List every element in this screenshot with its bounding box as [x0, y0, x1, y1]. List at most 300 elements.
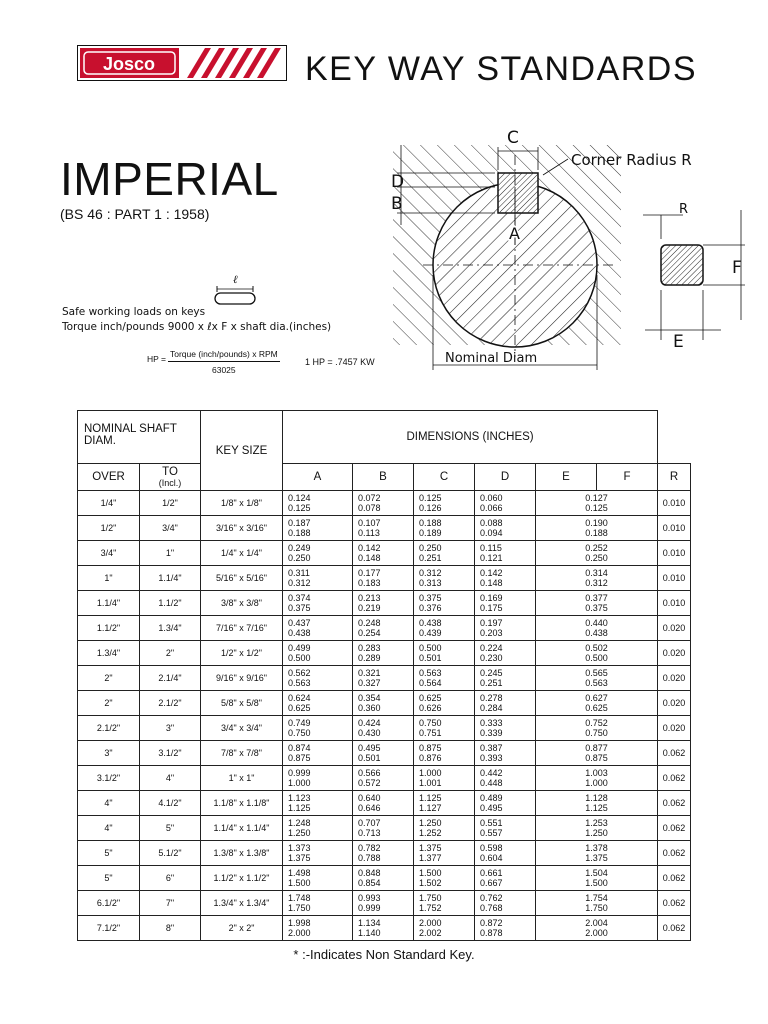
d-cell	[475, 716, 536, 741]
col-a-header: A	[283, 464, 353, 491]
b-cell-value: 0.707	[358, 818, 381, 828]
b-cell-value: 0.321	[358, 668, 381, 678]
e-cell	[536, 891, 658, 916]
e-cell-value: 1.128	[585, 793, 608, 803]
c-cell-value: 0.188	[419, 518, 442, 528]
table-row	[78, 916, 691, 941]
d-cell-value: 0.667	[480, 878, 503, 888]
d-cell	[475, 816, 536, 841]
d-cell-value: 0.278	[480, 693, 503, 703]
b-cell-value: 0.640	[358, 793, 381, 803]
josco-logo	[77, 45, 287, 81]
over-cell: 5"	[78, 866, 140, 891]
key-size-cell: 1/4" x 1/4"	[201, 541, 283, 566]
d-cell-value: 0.495	[480, 803, 503, 813]
over-cell: 4"	[78, 791, 140, 816]
a-cell-value: 0.874	[288, 743, 311, 753]
e-cell-value: 1.378	[585, 843, 608, 853]
to-cell: 6"	[140, 866, 201, 891]
a-cell	[283, 491, 353, 516]
b-cell-value: 0.248	[358, 618, 381, 628]
b-cell-value: 0.354	[358, 693, 381, 703]
d-cell-value: 0.489	[480, 793, 503, 803]
b-cell-value: 0.360	[358, 703, 381, 713]
c-cell	[414, 716, 475, 741]
b-cell-value: 0.213	[358, 593, 381, 603]
a-cell-value: 1.500	[288, 878, 311, 888]
key-size-cell: 3/4" x 3/4"	[201, 716, 283, 741]
d-cell-value: 0.094	[480, 528, 503, 538]
d-cell	[475, 516, 536, 541]
to-cell: 1.3/4"	[140, 616, 201, 641]
b-cell-value: 0.572	[358, 778, 381, 788]
r-cell: 0.062	[658, 916, 691, 941]
b-cell	[353, 616, 414, 641]
c-cell-value: 0.750	[419, 718, 442, 728]
d-cell	[475, 866, 536, 891]
d-cell-value: 0.661	[480, 868, 503, 878]
formula-line-2: Torque inch/pounds 9000 x ℓx F x shaft dia.(inches)	[62, 321, 332, 333]
a-cell-value: 0.438	[288, 628, 311, 638]
e-cell-value: 0.875	[585, 753, 608, 763]
hp-label: HP =	[147, 354, 166, 364]
to-cell: 5"	[140, 816, 201, 841]
over-cell: 3/4"	[78, 541, 140, 566]
a-cell	[283, 891, 353, 916]
key-size-cell: 3/16" x 3/16"	[201, 516, 283, 541]
b-cell	[353, 691, 414, 716]
e-cell-value: 0.312	[585, 578, 608, 588]
e-cell-value: 0.563	[585, 678, 608, 688]
d-cell	[475, 891, 536, 916]
b-cell-value: 0.254	[358, 628, 381, 638]
a-cell	[283, 691, 353, 716]
a-cell	[283, 741, 353, 766]
to-cell: 1"	[140, 541, 201, 566]
hp-numerator: Torque (inch/pounds) x RPM	[170, 349, 278, 359]
c-cell-value: 1.750	[419, 893, 442, 903]
r-cell: 0.010	[658, 541, 691, 566]
e-cell	[536, 841, 658, 866]
a-cell-value: 0.625	[288, 703, 311, 713]
hp-conversion: 1 HP = .7457 KW	[305, 357, 375, 367]
table-row	[78, 491, 691, 516]
d-cell-value: 0.339	[480, 728, 503, 738]
a-cell-value: 0.499	[288, 643, 311, 653]
e-cell-value: 0.314	[585, 568, 608, 578]
e-cell	[536, 791, 658, 816]
r-cell: 0.062	[658, 766, 691, 791]
a-cell-value: 0.875	[288, 753, 311, 763]
dimensions-header: DIMENSIONS (INCHES)	[283, 411, 658, 464]
label-b: B	[391, 194, 403, 214]
b-cell-value: 0.782	[358, 843, 381, 853]
c-cell-value: 0.438	[419, 618, 442, 628]
d-cell	[475, 641, 536, 666]
e-cell-value: 1.504	[585, 868, 608, 878]
c-cell-value: 0.501	[419, 653, 442, 663]
a-cell	[283, 766, 353, 791]
b-cell-value: 0.283	[358, 643, 381, 653]
b-cell	[353, 816, 414, 841]
table-row	[78, 641, 691, 666]
a-cell-value: 0.563	[288, 678, 311, 688]
a-cell-value: 0.311	[288, 568, 310, 578]
a-cell	[283, 591, 353, 616]
e-cell	[536, 716, 658, 741]
d-cell-value: 0.203	[480, 628, 503, 638]
c-cell-value: 0.439	[419, 628, 442, 638]
to-header	[140, 464, 201, 491]
d-cell	[475, 666, 536, 691]
e-cell	[536, 541, 658, 566]
e-cell-value: 1.250	[585, 828, 608, 838]
a-cell-value: 1.748	[288, 893, 311, 903]
over-cell: 1/4"	[78, 491, 140, 516]
a-cell-value: 0.312	[288, 578, 311, 588]
d-cell-value: 0.442	[480, 768, 503, 778]
b-cell-value: 0.430	[358, 728, 381, 738]
d-cell-value: 0.284	[480, 703, 503, 713]
d-cell-value: 0.175	[480, 603, 503, 613]
label-r: R	[679, 202, 689, 217]
over-cell: 1"	[78, 566, 140, 591]
a-cell	[283, 841, 353, 866]
table-row	[78, 516, 691, 541]
d-cell-value: 0.872	[480, 918, 503, 928]
c-cell	[414, 866, 475, 891]
a-cell-value: 1.248	[288, 818, 311, 828]
c-cell-value: 0.250	[419, 543, 442, 553]
b-cell-value: 0.713	[358, 828, 381, 838]
r-cell: 0.062	[658, 866, 691, 891]
r-cell: 0.062	[658, 816, 691, 841]
a-cell-value: 1.373	[288, 843, 311, 853]
c-cell-value: 1.001	[419, 778, 442, 788]
e-cell-value: 0.375	[585, 603, 608, 613]
e-cell-value: 0.502	[585, 643, 608, 653]
e-cell-value: 0.877	[585, 743, 608, 753]
table-row	[78, 566, 691, 591]
label-e: E	[673, 332, 684, 352]
table-row	[78, 866, 691, 891]
c-cell-value: 1.250	[419, 818, 442, 828]
fraction-bar	[168, 361, 280, 362]
to-cell: 5.1/2"	[140, 841, 201, 866]
over-cell: 6.1/2"	[78, 891, 140, 916]
c-cell-value: 0.376	[419, 603, 442, 613]
label-f: F	[732, 258, 742, 278]
col-f-header: F	[597, 464, 658, 491]
c-cell-value: 1.377	[419, 853, 442, 863]
key-size-cell: 3/8" x 3/8"	[201, 591, 283, 616]
to-cell: 1.1/2"	[140, 591, 201, 616]
d-cell-value: 0.333	[480, 718, 503, 728]
e-cell-value: 0.500	[585, 653, 608, 663]
e-cell-value: 1.754	[585, 893, 608, 903]
c-cell-value: 1.127	[419, 803, 442, 813]
key-size-cell: 1.3/4" x 1.3/4"	[201, 891, 283, 916]
r-cell: 0.010	[658, 566, 691, 591]
d-cell-value: 0.121	[480, 553, 503, 563]
a-cell-value: 0.750	[288, 728, 311, 738]
b-cell-value: 0.107	[358, 518, 381, 528]
b-cell-value: 0.078	[358, 503, 381, 513]
e-cell-value: 1.125	[585, 803, 608, 813]
c-cell-value: 0.126	[419, 503, 442, 513]
b-cell	[353, 741, 414, 766]
c-cell-value: 0.626	[419, 703, 442, 713]
c-cell-value: 0.375	[419, 593, 442, 603]
b-cell-value: 0.566	[358, 768, 381, 778]
label-a: A	[509, 224, 520, 243]
d-cell-value: 0.230	[480, 653, 503, 663]
e-cell-value: 0.625	[585, 703, 608, 713]
b-cell	[353, 766, 414, 791]
label-corner-radius: Corner Radius R	[571, 151, 692, 169]
a-cell-value: 2.000	[288, 928, 311, 938]
a-cell-value: 1.000	[288, 778, 311, 788]
a-cell	[283, 791, 353, 816]
key-size-cell: 7/8" x 7/8"	[201, 741, 283, 766]
b-cell	[353, 566, 414, 591]
r-cell: 0.020	[658, 716, 691, 741]
label-nominal-diam: Nominal Diam	[445, 351, 538, 366]
c-cell-value: 1.375	[419, 843, 442, 853]
col-e-header: E	[536, 464, 597, 491]
e-cell-value: 0.565	[585, 668, 608, 678]
to-cell: 3"	[140, 716, 201, 741]
table-row	[78, 666, 691, 691]
b-cell-value: 0.148	[358, 553, 381, 563]
to-cell: 4"	[140, 766, 201, 791]
d-cell-value: 0.768	[480, 903, 503, 913]
b-cell	[353, 716, 414, 741]
c-cell-value: 1.125	[419, 793, 442, 803]
d-cell-value: 0.245	[480, 668, 503, 678]
d-cell	[475, 741, 536, 766]
c-cell-value: 0.312	[419, 568, 442, 578]
b-cell	[353, 641, 414, 666]
table-row	[78, 841, 691, 866]
d-cell	[475, 916, 536, 941]
e-cell-value: 1.375	[585, 853, 608, 863]
key-size-cell: 1.3/8" x 1.3/8"	[201, 841, 283, 866]
d-cell-value: 0.169	[480, 593, 503, 603]
table-row	[78, 691, 691, 716]
table-row	[78, 741, 691, 766]
e-cell-value: 1.253	[585, 818, 608, 828]
key-size-cell: 5/8" x 5/8"	[201, 691, 283, 716]
a-cell-value: 1.250	[288, 828, 311, 838]
nominal-shaft-header: NOMINAL SHAFT DIAM.	[78, 411, 201, 464]
c-cell	[414, 766, 475, 791]
a-cell-value: 0.124	[288, 493, 311, 503]
d-cell-value: 0.762	[480, 893, 503, 903]
to-cell: 2.1/4"	[140, 666, 201, 691]
a-cell-value: 1.750	[288, 903, 311, 913]
r-cell: 0.020	[658, 616, 691, 641]
a-cell-value: 1.123	[288, 793, 311, 803]
c-cell	[414, 666, 475, 691]
hp-denominator: 63025	[212, 365, 236, 375]
label-d: D	[391, 172, 405, 192]
c-cell	[414, 591, 475, 616]
d-cell	[475, 491, 536, 516]
a-cell	[283, 866, 353, 891]
over-cell: 3.1/2"	[78, 766, 140, 791]
b-cell-value: 0.142	[358, 543, 381, 553]
to-cell: 8"	[140, 916, 201, 941]
a-cell	[283, 916, 353, 941]
c-cell-value: 0.500	[419, 643, 442, 653]
a-cell-value: 1.998	[288, 918, 311, 928]
c-cell-value: 0.564	[419, 678, 442, 688]
c-cell	[414, 841, 475, 866]
over-cell: 5"	[78, 841, 140, 866]
b-cell-value: 0.854	[358, 878, 381, 888]
d-cell	[475, 766, 536, 791]
e-cell	[536, 866, 658, 891]
to-cell: 2"	[140, 641, 201, 666]
b-cell-value: 0.788	[358, 853, 381, 863]
over-cell: 1/2"	[78, 516, 140, 541]
table-row	[78, 716, 691, 741]
e-cell	[536, 741, 658, 766]
c-cell-value: 0.625	[419, 693, 442, 703]
b-cell-value: 0.999	[358, 903, 381, 913]
table-row	[78, 816, 691, 841]
c-cell-value: 0.876	[419, 753, 442, 763]
d-cell-value: 0.224	[480, 643, 503, 653]
col-b-header: B	[353, 464, 414, 491]
r-cell: 0.010	[658, 591, 691, 616]
c-cell-value: 0.189	[419, 528, 442, 538]
over-cell: 3"	[78, 741, 140, 766]
b-cell	[353, 791, 414, 816]
b-cell	[353, 916, 414, 941]
e-cell-value: 0.250	[585, 553, 608, 563]
to-label: TO	[162, 466, 178, 478]
a-cell	[283, 716, 353, 741]
incl-label: (Incl.)	[158, 478, 182, 488]
e-cell-value: 1.750	[585, 903, 608, 913]
c-cell-value: 0.251	[419, 553, 442, 563]
col-d-header: D	[475, 464, 536, 491]
a-cell	[283, 616, 353, 641]
c-cell	[414, 691, 475, 716]
a-cell-value: 0.187	[288, 518, 311, 528]
e-cell	[536, 916, 658, 941]
d-cell-value: 0.557	[480, 828, 503, 838]
keyway-diagram	[383, 125, 753, 375]
key-size-cell: 5/16" x 5/16"	[201, 566, 283, 591]
b-cell-value: 0.495	[358, 743, 381, 753]
over-cell: 2"	[78, 666, 140, 691]
a-cell-value: 1.498	[288, 868, 311, 878]
b-cell	[353, 866, 414, 891]
key-size-cell: 1.1/8" x 1.1/8"	[201, 791, 283, 816]
c-cell-value: 1.500	[419, 868, 442, 878]
c-cell	[414, 816, 475, 841]
a-cell	[283, 541, 353, 566]
formula-line-1: Safe working loads on keys	[62, 306, 206, 318]
key-size-cell: 1/8" x 1/8"	[201, 491, 283, 516]
d-cell	[475, 566, 536, 591]
d-cell	[475, 791, 536, 816]
document-title: KEY WAY STANDARDS	[305, 50, 698, 88]
a-cell-value: 0.437	[288, 618, 311, 628]
over-header: OVER	[78, 464, 140, 491]
key-size-cell: 7/16" x 7/16"	[201, 616, 283, 641]
e-cell-value: 0.252	[585, 543, 608, 553]
b-cell	[353, 516, 414, 541]
d-cell	[475, 591, 536, 616]
key-size-cell: 1/2" x 1/2"	[201, 641, 283, 666]
table-row	[78, 591, 691, 616]
e-cell-value: 0.377	[585, 593, 608, 603]
a-cell-value: 1.125	[288, 803, 311, 813]
table-row	[78, 766, 691, 791]
to-cell: 4.1/2"	[140, 791, 201, 816]
r-cell: 0.020	[658, 666, 691, 691]
key-sketch	[205, 274, 265, 310]
d-cell	[475, 541, 536, 566]
e-cell-value: 0.190	[585, 518, 608, 528]
label-c: C	[507, 128, 519, 148]
d-cell	[475, 616, 536, 641]
b-cell	[353, 666, 414, 691]
keyway-table	[77, 410, 691, 941]
a-cell	[283, 666, 353, 691]
r-cell: 0.020	[658, 691, 691, 716]
b-cell-value: 0.219	[358, 603, 381, 613]
c-cell-value: 0.875	[419, 743, 442, 753]
key-size-cell: 1" x 1"	[201, 766, 283, 791]
c-cell	[414, 916, 475, 941]
over-cell: 1.1/2"	[78, 616, 140, 641]
e-cell-value: 0.440	[585, 618, 608, 628]
e-cell-value: 0.127	[585, 493, 608, 503]
over-cell: 1.3/4"	[78, 641, 140, 666]
b-cell-value: 0.646	[358, 803, 381, 813]
a-cell-value: 0.500	[288, 653, 311, 663]
over-cell: 2"	[78, 691, 140, 716]
r-cell: 0.020	[658, 641, 691, 666]
r-cell: 0.062	[658, 841, 691, 866]
r-cell: 0.062	[658, 891, 691, 916]
to-cell: 7"	[140, 891, 201, 916]
e-cell	[536, 691, 658, 716]
c-cell	[414, 566, 475, 591]
e-cell	[536, 766, 658, 791]
a-cell	[283, 516, 353, 541]
e-cell	[536, 491, 658, 516]
d-cell	[475, 841, 536, 866]
to-cell: 2.1/2"	[140, 691, 201, 716]
section-subtitle: (BS 46 : PART 1 : 1958)	[60, 206, 210, 222]
e-cell	[536, 566, 658, 591]
a-cell-value: 0.188	[288, 528, 311, 538]
a-cell-value: 0.749	[288, 718, 311, 728]
to-cell: 3.1/2"	[140, 741, 201, 766]
b-cell-value: 0.501	[358, 753, 381, 763]
d-cell-value: 0.393	[480, 753, 503, 763]
c-cell-value: 2.002	[419, 928, 442, 938]
b-cell-value: 0.993	[358, 893, 381, 903]
b-cell	[353, 841, 414, 866]
e-cell	[536, 616, 658, 641]
